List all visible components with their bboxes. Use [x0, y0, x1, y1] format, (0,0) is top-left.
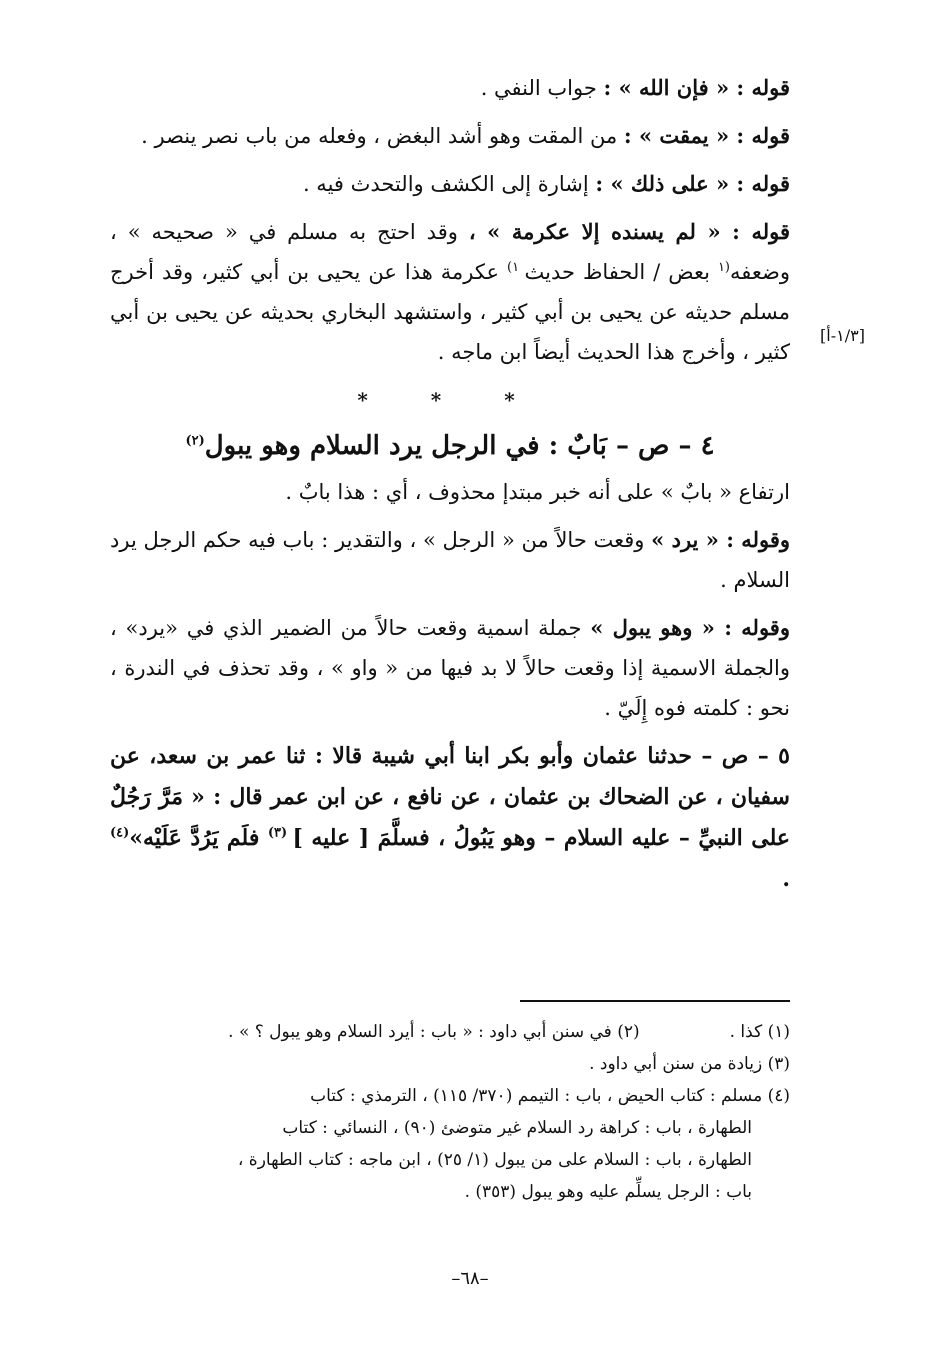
- main-text: [110, 68, 790, 908]
- footnote-4-line-4: باب : الرجل يسلِّم عليه وهو يبول (٣٥٣) .: [464, 1182, 752, 1202]
- heading-text: ٤ – ص – بَابٌ : في الرجل يرد السلام وهو يبول: [204, 431, 715, 461]
- paragraph-text: جملة اسمية وقعت حالاً من الضمير الذي في «يرد» ، والجملة الاسمية إذا وقعت حالاً لا بد فيها من « واو » ، وقد تحذف في الندرة ، نحو : كلمته فوه إِلَيّ .: [110, 616, 790, 720]
- paragraph-1: [110, 68, 790, 108]
- hadith-body: فلَم يَرُدَّ عَلَيْه»: [129, 825, 268, 851]
- page-number: –٦٨–: [451, 1268, 489, 1289]
- paragraph-4: [110, 212, 790, 372]
- footnote-3: (٣) زيادة من سنن أبي داود .: [589, 1054, 790, 1074]
- keyword: قوله : « يمقت » :: [623, 123, 790, 148]
- keyword: وقوله : « يرد »: [651, 527, 790, 552]
- paragraph-text: ارتفاع « بابٌ » على أنه خبر مبتدإ محذوف ، أي : هذا بابٌ .: [285, 480, 790, 504]
- keyword: قوله : « لم يسنده إلا عكرمة » ،: [468, 219, 790, 244]
- footnote-2: (٢) في سنن أبي داود : « باب : أيرد السلام وهو يبول ؟ » .: [228, 1022, 640, 1042]
- keyword: قوله : « على ذلك » :: [595, 171, 790, 196]
- footnote-row: [110, 1016, 790, 1048]
- footnote-ref-2: (٢): [185, 433, 205, 449]
- footnote-4-line-2: الطهارة ، باب : كراهة رد السلام غير متوضئ (٩٠) ، النسائي : كتاب: [282, 1118, 752, 1138]
- section-separator: * * *: [357, 388, 543, 412]
- paragraph-text: من المقت وهو أشد البغض ، وفعله من باب نصر ينصر .: [141, 124, 624, 148]
- hadith-body: .: [782, 866, 790, 892]
- footnote-4-line-3: الطهارة ، باب : السلام على من يبول (١/ ٢٥) ، ابن ماجه : كتاب الطهارة ،: [237, 1150, 752, 1170]
- footnote-ref-3: (٣): [267, 825, 293, 841]
- paragraph-text: بعض / الحفاظ حديث: [524, 260, 718, 284]
- paragraph-text: وقعت حالاً من « الرجل » ، والتقدير : باب فيه حكم الرجل يرد السلام .: [110, 528, 790, 592]
- paragraph-text: وقد احتج به مسلم في « صحيحه » ، وضعفه: [110, 220, 790, 284]
- footnote-ref-4: (٤): [110, 825, 130, 841]
- section-paragraph-2: [110, 520, 790, 600]
- hadith-text: [110, 736, 790, 900]
- footnote-divider: [520, 1000, 790, 1002]
- footnote-ref-1-close: ١): [507, 260, 525, 275]
- section-paragraph-3: [110, 608, 790, 728]
- paragraph-text: جواب النفي .: [480, 76, 604, 100]
- footnote-ref-1: (١: [717, 260, 730, 275]
- paragraph-text: عكرمة هذا عن يحيى بن أبي كثير، وقد أخرج مسلم حديثه عن يحيى بن أبي كثير ، واستشهد البخاري بحديثه عن يحيى بن أبي كثير ، وأخرج هذا الحديث أيضاً ابن ماجه .: [110, 260, 790, 364]
- paragraph-text: إشارة إلى الكشف والتحدث فيه .: [302, 172, 596, 196]
- chapter-heading: [110, 426, 790, 466]
- section-paragraph-1: [110, 472, 790, 512]
- footnote-1: (١) كذا .: [729, 1022, 790, 1042]
- footnote-4-line-1: (٤) مسلم : كتاب الحيض ، باب : التيمم (٣٧٠/ ١١٥) ، الترمذي : كتاب: [310, 1086, 790, 1106]
- paragraph-3: [110, 164, 790, 204]
- keyword: وقوله : « وهو يبول »: [590, 615, 790, 640]
- keyword: قوله : « فإن الله » :: [603, 75, 790, 100]
- footnotes: [110, 1016, 790, 1208]
- manuscript-folio-ref: [١/٣-أ]: [820, 326, 865, 345]
- hadith-body: ٥ – ص – حدثنا عثمان وأبو بكر ابنا أبي شيبة قالا : ثنا عمر بن سعد، عن سفيان ، عن الضحاك بن عثمان ، عن نافع ، عن ابن عمر قال : « مَرَّ رَجُلٌ على النبيِّ – عليه السلام – وهو يَبُولُ ، فسلَّمَ [ عليه ]: [110, 743, 790, 851]
- paragraph-2: [110, 116, 790, 156]
